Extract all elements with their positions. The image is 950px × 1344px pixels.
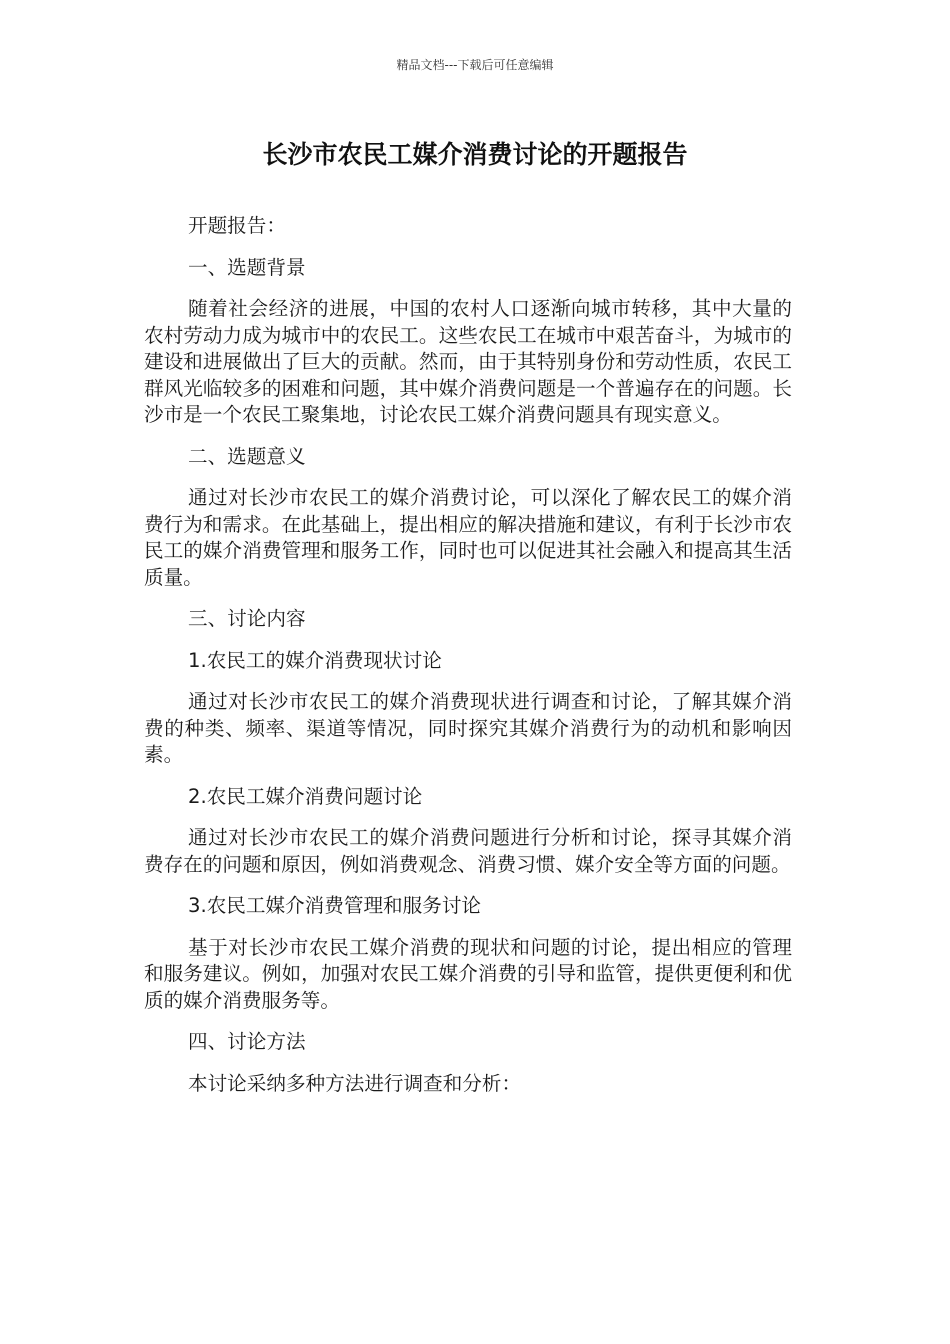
page-header-watermark: 精品文档---下载后可任意编辑 [396,58,554,72]
section-heading-background: 一、选题背景 [188,255,306,279]
section-heading-methods: 四、讨论方法 [188,1030,306,1053]
paragraph-significance: 通过对长沙市农民工的媒介消费讨论，可以深化了解农民工的媒介消费行为和需求。在此基础上，提出相应的解决措施和建议，有利于长沙市农民工的媒介消费管理和服务工作，同时也可以促进其社会融入和提高其生活质量。 [144,486,792,589]
section-heading-significance: 二、选题意义 [188,444,306,468]
paragraph-status: 通过对长沙市农民工的媒介消费现状进行调查和讨论，了解其媒介消费的种类、频率、渠道等情况，同时探究其媒介消费行为的动机和影响因素。 [144,690,792,766]
subheading-management: 3.农民工媒介消费管理和服务讨论 [188,894,482,917]
document-body [144,213,792,1112]
paragraph-methods: 本讨论采纳多种方法进行调查和分析： [188,1071,522,1095]
subheading-status: 1.农民工的媒介消费现状讨论 [188,648,442,672]
paragraph-background: 随着社会经济的进展，中国的农村人口逐渐向城市转移，其中大量的农村劳动力成为城市中的农民工。这些农民工在城市中艰苦奋斗，为城市的建设和进展做出了巨大的贡献。然而，由于其特别身份和劳动性质，农民工群风光临较多的困难和问题，其中媒介消费问题是一个普遍存在的问题。长沙市是一个农民工聚集地，讨论农民工媒介消费问题具有现实意义。 [144,297,792,426]
intro-label: 开题报告： [188,214,286,237]
paragraph-problems: 通过对长沙市农民工的媒介消费问题进行分析和讨论，探寻其媒介消费存在的问题和原因，例如消费观念、消费习惯、媒介安全等方面的问题。 [144,826,792,876]
paragraph-management: 基于对长沙市农民工媒介消费的现状和问题的讨论，提出相应的管理和服务建议。例如，加强对农民工媒介消费的引导和监管，提供更便利和优质的媒介消费服务等。 [144,935,792,1012]
subheading-problems: 2.农民工媒介消费问题讨论 [188,784,423,808]
section-heading-content: 三、讨论内容 [188,607,306,630]
document-title: 长沙市农民工媒介消费讨论的开题报告 [262,140,688,169]
